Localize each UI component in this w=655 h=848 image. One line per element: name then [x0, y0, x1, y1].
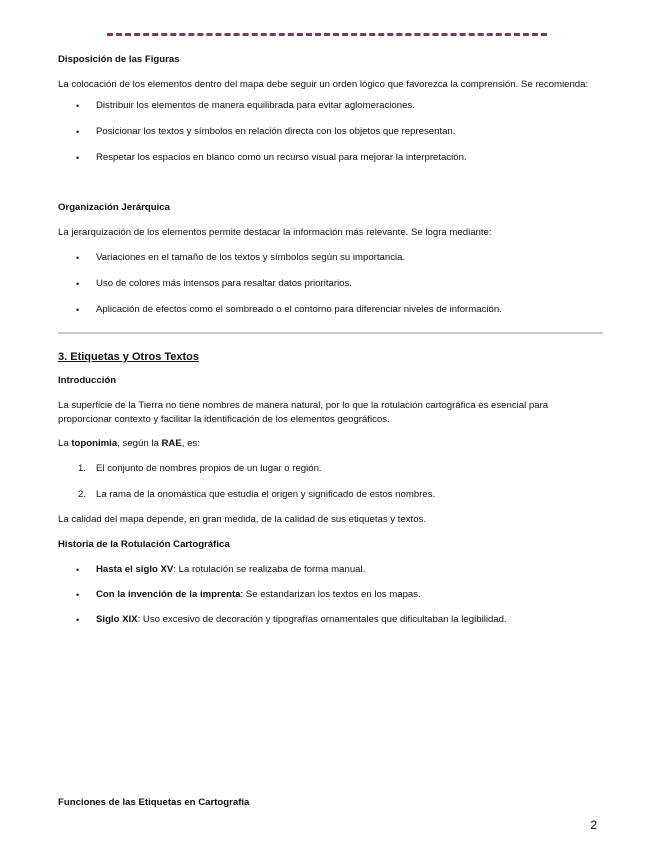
bullet-icon: •	[76, 565, 80, 575]
bullet-icon: •	[76, 153, 80, 163]
bullet-icon: •	[76, 590, 80, 600]
list-definiciones	[58, 462, 603, 502]
bullet-icon: •	[76, 253, 80, 263]
heading-funciones: Funciones de las Etiquetas en Cartografía	[58, 797, 250, 808]
paragraph-calidad: La calidad del mapa depende, en gran medida, de la calidad de sus etiquetas y textos.	[58, 514, 427, 525]
bullet-icon: •	[76, 615, 80, 625]
paragraph-introduccion: La superficie de la Tierra no tiene nombres de manera natural, por lo que la rotulación cartográfica es esencial para proporcionar contexto y facilitar la identificación de los elementos geográficos.	[58, 400, 549, 425]
list-item: • Posicionar los textos y símbolos en relación directa con los objetos que representan.	[76, 126, 456, 137]
page-number: 2	[590, 818, 597, 832]
heading-disposicion: Disposición de las Figuras	[58, 54, 180, 65]
list-item: • Uso de colores más intensos para resaltar datos prioritarios.	[76, 278, 352, 289]
paragraph-organizacion-intro: La jerarquización de los elementos permite destacar la información más relevante. Se logra mediante:	[58, 227, 492, 238]
bullet-icon: •	[76, 101, 80, 111]
list-item: 2. La rama de la onomástica que estudia el origen y significado de estos nombres.	[78, 489, 436, 500]
heading-historia: Historia de la Rotulación Cartográfica	[58, 539, 230, 550]
list-item: • Hasta el siglo XV: La rotulación se realizaba de forma manual.	[76, 564, 366, 575]
heading-organizacion: Organización Jerárquica	[58, 202, 170, 213]
heading-introduccion: Introducción	[58, 375, 117, 386]
bullet-icon: •	[76, 279, 80, 289]
bullet-icon: •	[76, 127, 80, 137]
list-item: 1. El conjunto de nombres propios de un lugar o región.	[78, 463, 322, 474]
list-item: • Respetar los espacios en blanco como un recurso visual para mejorar la interpretación.	[76, 152, 467, 163]
list-item: • Con la invención de la imprenta: Se estandarizan los textos en los mapas.	[76, 589, 421, 600]
list-disposicion	[58, 99, 603, 165]
list-item: • Siglo XIX: Uso excesivo de decoración y tipografías ornamentales que dificultaban la legibilidad.	[76, 614, 507, 625]
paragraph-toponimia: La toponimia, según la RAE, es:	[58, 438, 200, 449]
bullet-icon: •	[76, 305, 80, 315]
term-toponimia: toponimia	[71, 438, 118, 449]
page-content	[58, 50, 603, 627]
list-item: • Aplicación de efectos como el sombreado o el contorno para diferenciar niveles de información.	[76, 304, 502, 315]
paragraph-disposicion-intro: La colocación de los elementos dentro del mapa debe seguir un orden lógico que favorezca la comprensión. Se recomienda:	[58, 79, 589, 90]
section-title-etiquetas: 3. Etiquetas y Otros Textos	[58, 351, 200, 363]
list-historia	[58, 563, 603, 627]
decorative-dashed-rule	[107, 33, 547, 36]
list-organizacion	[58, 251, 603, 317]
term-rae: RAE	[161, 438, 182, 449]
section-divider	[58, 332, 603, 334]
list-item: • Distribuir los elementos de manera equilibrada para evitar aglomeraciones.	[76, 100, 415, 111]
list-item: • Variaciones en el tamaño de los textos y símbolos según su importancia.	[76, 252, 406, 263]
